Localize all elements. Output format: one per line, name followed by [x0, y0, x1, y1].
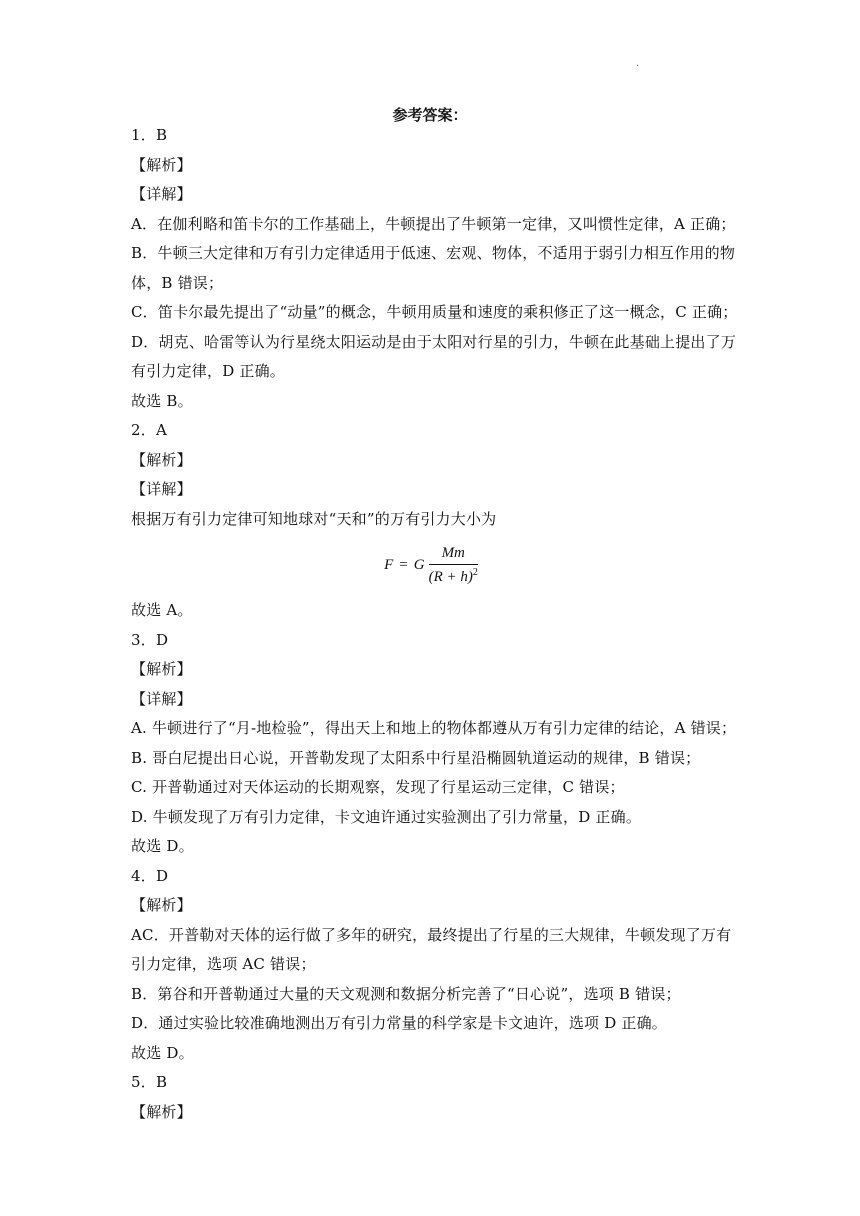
- page-title: 参考答案：: [392, 106, 468, 124]
- q1-option-b-line2: 体，B 错误；: [131, 273, 224, 292]
- formula-equals: =: [399, 556, 408, 573]
- gravitation-formula: [131, 534, 731, 596]
- q1-analysis-heading: 【解析】: [131, 155, 192, 174]
- q4-option-ac-line1: AC．开普勒对天体的运行做了多年的研究，最终提出了行星的三大规律，牛顿发现了万有: [131, 925, 732, 944]
- q3-conclusion: 故选 D。: [131, 837, 194, 855]
- q1-detail-heading: 【详解】: [131, 185, 192, 203]
- answer-content: [131, 121, 738, 1127]
- q1-option-c: C．笛卡尔最先提出了“动量”的概念，牛顿用质量和速度的乘积修正了这一概念，C 正确；: [131, 303, 738, 321]
- q4-conclusion: 故选 D。: [131, 1043, 194, 1062]
- q2-answer: 2．A: [131, 421, 167, 439]
- q1-option-b-line1: B．牛顿三大定律和万有引力定律适用于低速、宏观、物体，不适用于弱引力相互作用的物: [131, 244, 736, 262]
- formula-constant: G: [413, 556, 425, 573]
- header-dot: .: [636, 58, 640, 69]
- q4-analysis-heading: 【解析】: [131, 896, 192, 914]
- formula-fraction: [429, 545, 478, 586]
- q3-option-d: D. 牛顿发现了万有引力定律，卡文迪许通过实验测出了引力常量，D 正确。: [131, 807, 642, 826]
- q4-option-d: D．通过实验比较准确地测出万有引力常量的科学家是卡文迪许，选项 D 正确。: [131, 1014, 667, 1032]
- q3-answer: 3．D: [131, 630, 169, 649]
- q5-analysis-heading: 【解析】: [131, 1102, 192, 1121]
- q3-option-b: B. 哥白尼提出日心说，开普勒发现了太阳系中行星沿椭圆轨道运动的规律，B 错误；: [131, 748, 701, 767]
- q3-detail-heading: 【详解】: [131, 689, 192, 708]
- q1-option-d-line2: 有引力定律，D 正确。: [131, 362, 285, 380]
- q4-option-b: B．第谷和开普勒通过大量的天文观测和数据分析完善了“日心说”，选项 B 错误；: [131, 984, 681, 1003]
- q3-option-c: C. 开普勒通过对天体运动的长期观察，发现了行星运动三定律，C 错误；: [131, 778, 625, 796]
- q4-option-ac-line2: 引力定律，选项 AC 错误；: [131, 955, 316, 973]
- formula-denominator: (R + h): [428, 568, 473, 585]
- q5-answer: 5．B: [131, 1073, 168, 1091]
- q4-answer: 4．D: [131, 866, 169, 885]
- q2-text: 根据万有引力定律可知地球对“天和”的万有引力大小为: [131, 509, 497, 528]
- formula-lhs: F: [384, 556, 394, 573]
- formula-denominator-group: [429, 565, 478, 586]
- formula-exponent: 2: [472, 566, 478, 578]
- q2-conclusion: 故选 A。: [131, 601, 193, 619]
- q1-answer: 1．B: [131, 126, 168, 144]
- q2-detail-heading: 【详解】: [131, 480, 192, 498]
- q3-analysis-heading: 【解析】: [131, 660, 192, 678]
- q2-analysis-heading: 【解析】: [131, 450, 192, 469]
- q1-option-d-line1: D．胡克、哈雷等认为行星绕太阳运动是由于太阳对行星的引力，牛顿在此基础上提出了万: [131, 332, 737, 351]
- q1-conclusion: 故选 B。: [131, 391, 193, 410]
- formula-numerator: Mm: [441, 544, 465, 561]
- q1-option-a: A．在伽利略和笛卡尔的工作基础上，牛顿提出了牛顿第一定律，又叫惯性定律，A 正确；: [131, 214, 736, 233]
- q3-option-a: A. 牛顿进行了“月-地检验”，得出天上和地上的物体都遵从万有引力定律的结论，A 错误；: [131, 719, 737, 737]
